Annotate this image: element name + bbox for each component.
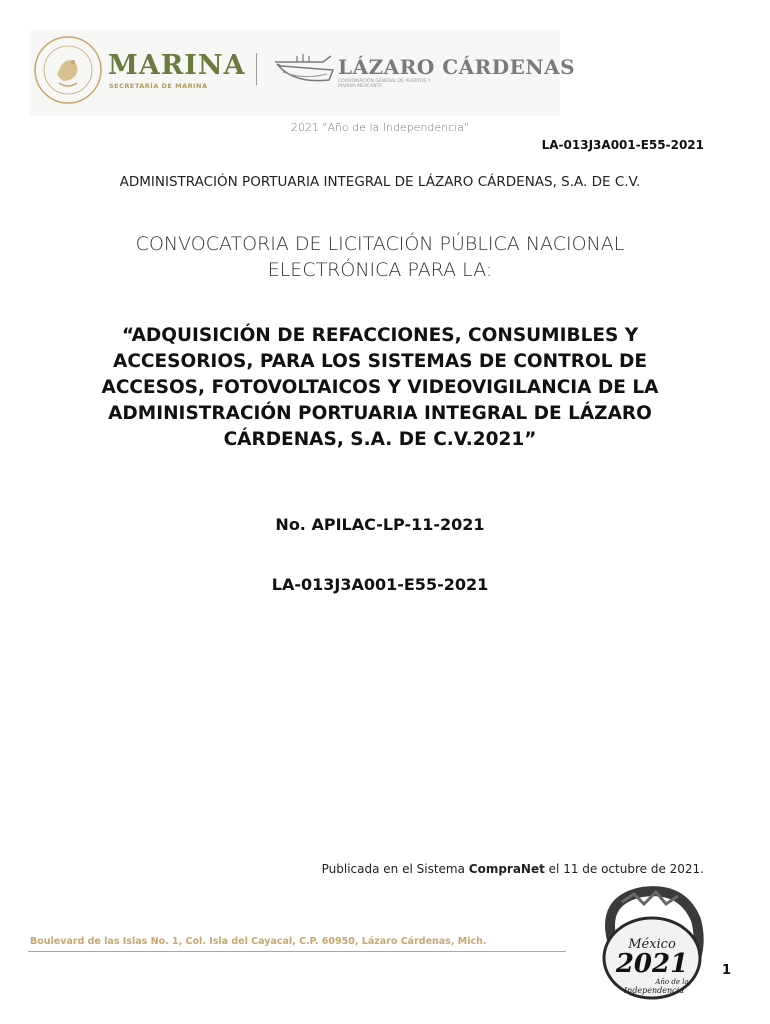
convocatoria-line-2: ELECTRÓNICA PARA LA: — [267, 259, 493, 281]
page-number: 1 — [722, 963, 732, 978]
reference-code-top: LA-013J3A001-E55-2021 — [541, 138, 704, 152]
footer-address: Boulevard de las Islas No. 1, Col. Isla del Cayacal, C.P. 60950, Lázaro Cárdenas, Mich. — [30, 936, 487, 947]
marina-logo-subtitle: SECRETARÍA DE MARINA — [109, 82, 208, 90]
project-title: “ADQUISICIÓN DE REFACCIONES, CONSUMIBLES Y ACCESORIOS, PARA LOS SISTEMAS DE CONTROL DE ACCESOS, FOTOVOLTAICOS Y VIDEOVIGILANCIA DE LA ADMINISTRACIÓN PORTUARIA INTEGRAL DE LÁZARO CÁRDENAS, S.A. DE C.V.2021” — [101, 325, 659, 450]
svg-text:2021: 2021 — [615, 949, 689, 979]
footer-divider — [28, 951, 566, 952]
publication-system: CompraNet — [468, 862, 545, 876]
port-logo-subtitle: COORDINACIÓN GENERAL DE PUERTOS Y MARINA MERCANTE — [338, 79, 431, 89]
publication-note — [322, 862, 704, 876]
ship-icon — [273, 50, 335, 88]
bid-code: LA-013J3A001-E55-2021 — [271, 575, 489, 594]
publication-suffix: el 11 de octubre de 2021. — [544, 862, 704, 876]
publication-prefix: Publicada en el Sistema — [321, 862, 469, 876]
convocatoria-line-1: CONVOCATORIA DE LICITACIÓN PÚBLICA NACIONAL — [135, 233, 625, 255]
logo-divider — [256, 53, 257, 85]
marina-logo-text: MARINA — [108, 50, 246, 81]
organization-name: ADMINISTRACIÓN PORTUARIA INTEGRAL DE LÁZARO CÁRDENAS, S.A. DE C.V. — [119, 174, 641, 190]
port-logo-text: LÁZARO CÁRDENAS — [338, 55, 576, 79]
convocatoria-heading — [0, 231, 760, 283]
bid-number: No. APILAC-LP-11-2021 — [275, 515, 485, 534]
svg-text:México: México — [628, 937, 676, 952]
mexico-seal-icon — [33, 35, 103, 105]
mexico-2021-emblem-icon — [592, 880, 710, 1004]
year-motto: 2021 "Año de la Independencia" — [290, 121, 470, 134]
svg-text:Año de la: Año de la — [655, 978, 689, 986]
svg-text:Independencia: Independencia — [624, 986, 684, 995]
